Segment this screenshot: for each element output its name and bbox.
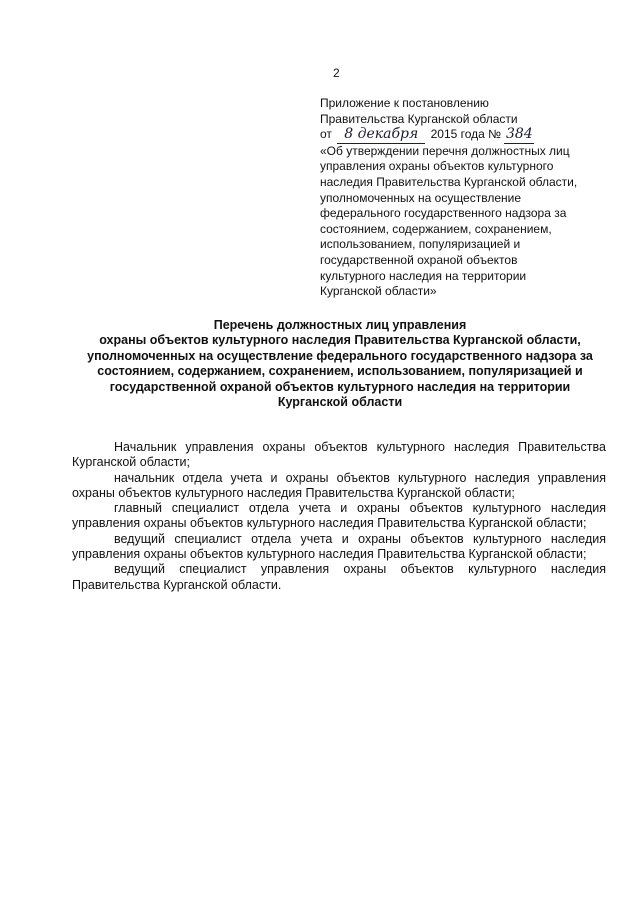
list-item: главный специалист отдела учета и охраны объектов культурного наследия управления охраны объектов культурного наследия Правительства Курганской области; [72, 501, 606, 531]
appendix-title-line: управления охраны объектов культурного [320, 159, 554, 174]
title-line: уполномоченных на осуществление федерального государственного надзора за [87, 348, 593, 363]
appendix-title-line: Курганской области» [320, 284, 437, 299]
number-field [504, 127, 534, 144]
date-prefix: от [320, 127, 332, 142]
appendix-title-line: «Об утверждении перечня должностных лиц [320, 143, 570, 158]
list-item: ведущий специалист управления охраны объектов культурного наследия Правительства Курганской области. [72, 562, 606, 592]
list-item: начальник отдела учета и охраны объектов культурного наследия управления охраны объектов культурного наследия Правительства Курганской области; [72, 470, 606, 500]
appendix-date-line [320, 127, 610, 144]
appendix-title-line: государственной охраной объектов [320, 252, 518, 267]
appendix-title-line: уполномоченных на осуществление [320, 190, 522, 205]
appendix-title-line: федерального государственного надзора за [320, 206, 567, 221]
appendix-line: Приложение к постановлению [320, 96, 489, 110]
title-line: Перечень должностных лиц управления [213, 318, 467, 332]
title-line: состоянием, содержанием, сохранением, использованием, популяризацией и [97, 364, 583, 379]
date-field [337, 127, 425, 144]
title-line: охраны объектов культурного наследия Правительства Курганской области, [99, 333, 581, 348]
list-item: ведущий специалист отдела учета и охраны объектов культурного наследия управления охраны объектов культурного наследия Правительства Курганской области; [72, 531, 606, 562]
appendix-title-line: культурного наследия на территории [320, 268, 527, 283]
appendix-header [320, 96, 610, 300]
handwritten-number: 384 [506, 126, 533, 143]
document-title [80, 318, 600, 410]
title-line: Курганской области [277, 395, 403, 410]
appendix-title-line: использованием, популяризацией и [320, 237, 521, 252]
page-number: 2 [333, 66, 340, 80]
handwritten-date: 8 декабря [344, 126, 419, 143]
appendix-title-line: состоянием, содержанием, сохранением, [320, 221, 552, 236]
title-line: государственной охраной объектов культурного наследия на территории [109, 379, 571, 394]
positions-list [72, 440, 606, 593]
appendix-title-line: наследия Правительства Курганской области, [320, 174, 578, 189]
date-year-text: 2015 года № [430, 127, 502, 142]
appendix-line: Правительства Курганской области [320, 111, 518, 126]
list-item: Начальник управления охраны объектов культурного наследия Правительства Курганской области; [72, 440, 606, 470]
